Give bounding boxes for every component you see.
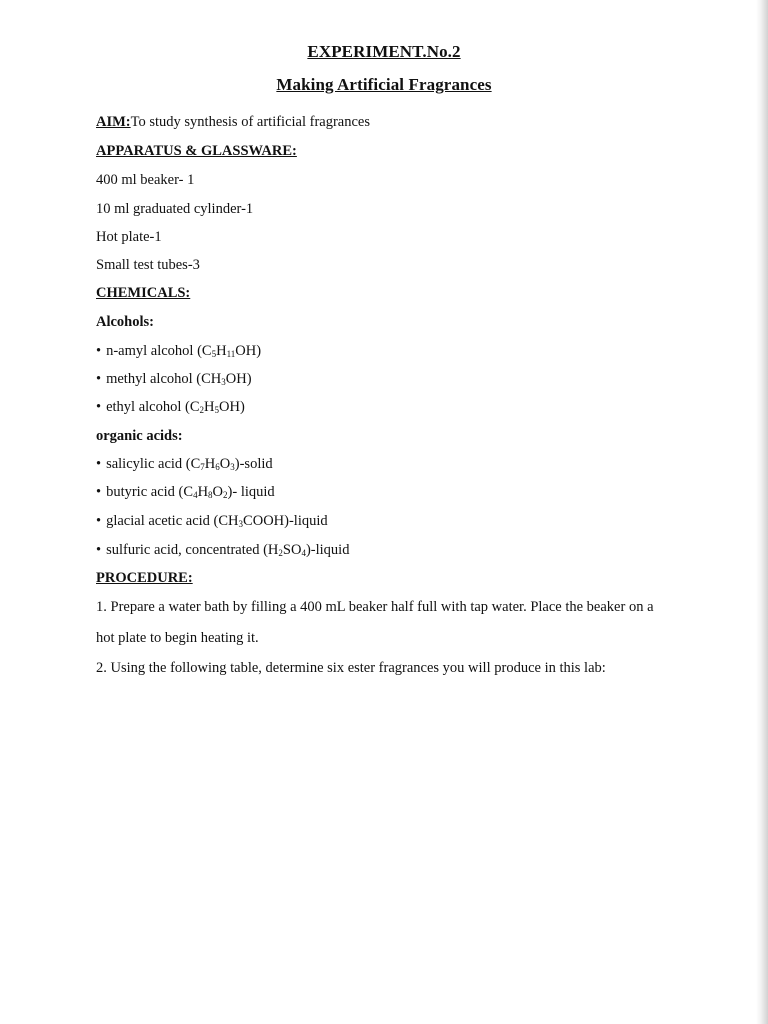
- formula-element: CH: [218, 513, 239, 529]
- formula-subscript: 2: [223, 490, 228, 500]
- chemical-state: ): [239, 399, 245, 415]
- bullet-icon: •: [96, 542, 102, 558]
- apparatus-item: 10 ml graduated cylinder-1: [96, 201, 254, 217]
- formula-subscript: 3: [230, 462, 235, 472]
- experiment-number: EXPERIMENT.No.2: [307, 42, 461, 61]
- formula-element: OH: [235, 343, 257, 359]
- procedure-step-1-line-1: 1. Prepare a water bath by filling a 400 mL beaker half full with tap water. Place the beaker on a: [96, 599, 654, 615]
- alcohol-item: [96, 343, 261, 360]
- acid-item: [96, 513, 328, 530]
- formula-element: C: [183, 484, 194, 500]
- chemical-name: methyl alcohol (: [106, 371, 202, 387]
- chemical-name: glacial acetic acid (: [106, 513, 219, 529]
- formula-subscript: 7: [200, 462, 205, 472]
- procedure-step-1-line-2: hot plate to begin heating it.: [96, 630, 259, 646]
- aim-label: AIM:: [96, 114, 131, 130]
- formula-subscript: 5: [211, 349, 217, 359]
- procedure-step-2: 2. Using the following table, determine six ester fragrances you will produce in this lab:: [96, 660, 606, 676]
- formula-subscript: 2: [199, 405, 205, 415]
- formula-element: OH: [225, 371, 247, 387]
- formula-element: SO: [282, 542, 302, 558]
- aim-line: [96, 114, 370, 131]
- chemical-state: ): [246, 371, 252, 387]
- acid-item: [96, 484, 275, 501]
- chemical-state: ): [256, 343, 262, 359]
- formula-element: C: [189, 399, 200, 415]
- formula-element: CH: [201, 371, 222, 387]
- chemical-state: )-liquid: [284, 513, 328, 529]
- apparatus-item: 400 ml beaker- 1: [96, 172, 195, 188]
- formula-element: COOH: [243, 513, 285, 529]
- formula-element: H: [216, 343, 227, 359]
- formula-element: O: [219, 456, 231, 472]
- alcohols-heading: Alcohols:: [96, 314, 154, 330]
- formula-subscript: 5: [214, 405, 219, 415]
- alcohol-item: [96, 399, 245, 416]
- formula-element: OH: [219, 399, 240, 415]
- formula-subscript: 8: [208, 490, 213, 500]
- formula-element: H: [204, 399, 215, 415]
- bullet-icon: •: [96, 371, 102, 387]
- chemical-name: salicylic acid (: [106, 456, 191, 472]
- formula-subscript: 2: [278, 548, 283, 558]
- alcohol-item: [96, 371, 252, 388]
- chemical-name: n-amyl alcohol (: [106, 343, 202, 359]
- formula-element: H: [267, 542, 279, 558]
- formula-element: H: [204, 456, 216, 472]
- chemical-name: sulfuric acid, concentrated (: [106, 542, 268, 558]
- procedure-heading: PROCEDURE:: [96, 570, 193, 586]
- page-edge-shadow: [756, 0, 768, 1024]
- formula-subscript: 3: [238, 519, 244, 529]
- chemical-state: )-liquid: [305, 542, 350, 558]
- formula-subscript: 11: [226, 349, 236, 359]
- apparatus-heading: APPARATUS & GLASSWARE:: [96, 143, 297, 159]
- chemical-state: )-solid: [234, 456, 273, 472]
- acids-heading: organic acids:: [96, 428, 183, 444]
- apparatus-item: Hot plate-1: [96, 229, 162, 245]
- bullet-icon: •: [96, 456, 102, 472]
- bullet-icon: •: [96, 513, 102, 529]
- acid-item: [96, 456, 273, 473]
- bullet-icon: •: [96, 343, 102, 359]
- acid-item: [96, 542, 349, 559]
- chemical-name: ethyl alcohol (: [106, 399, 190, 415]
- chemical-state: )- liquid: [227, 484, 275, 500]
- formula-subscript: 3: [221, 377, 226, 387]
- experiment-title: Making Artificial Fragrances: [276, 75, 492, 94]
- formula-subscript: 4: [193, 490, 198, 500]
- chemicals-heading: CHEMICALS:: [96, 285, 191, 301]
- bullet-icon: •: [96, 399, 102, 415]
- formula-element: O: [212, 484, 224, 500]
- formula-element: H: [197, 484, 209, 500]
- chemical-name: butyric acid (: [106, 484, 184, 500]
- apparatus-item: Small test tubes-3: [96, 257, 200, 273]
- aim-text: To study synthesis of artificial fragrances: [130, 114, 371, 130]
- formula-element: C: [201, 343, 212, 359]
- bullet-icon: •: [96, 484, 102, 500]
- formula-subscript: 4: [301, 548, 306, 558]
- formula-element: C: [190, 456, 201, 472]
- formula-subscript: 6: [215, 462, 220, 472]
